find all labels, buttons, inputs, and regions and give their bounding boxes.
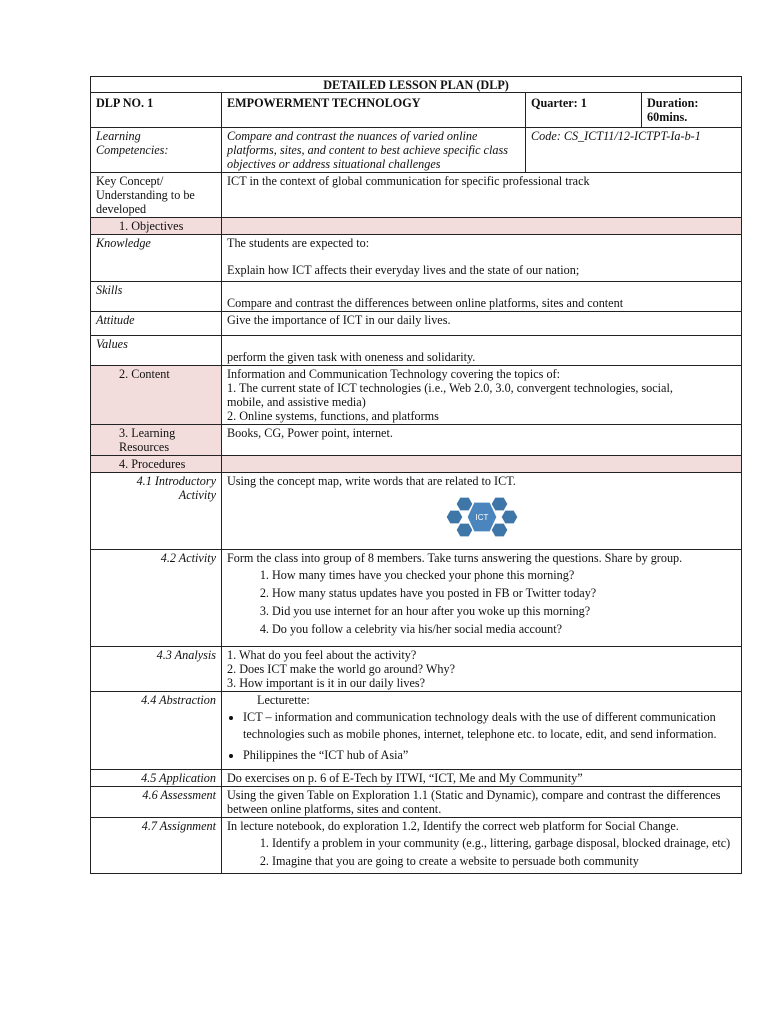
activity-row bbox=[91, 550, 742, 647]
header-row bbox=[91, 93, 742, 128]
content-label: 2. Content bbox=[91, 366, 222, 425]
hexagon-left bbox=[446, 510, 463, 524]
abstraction-intro: Lecturette: bbox=[257, 693, 310, 707]
concept-map-hexagons bbox=[446, 494, 518, 540]
lesson-plan-table bbox=[90, 76, 742, 874]
abstraction-cell bbox=[222, 692, 742, 770]
procedures-heading-row bbox=[91, 456, 742, 473]
resources-label: 3. Learning Resources bbox=[91, 425, 222, 456]
knowledge-cell bbox=[222, 235, 742, 282]
objectives-heading: 1. Objectives bbox=[91, 218, 222, 235]
competencies-row bbox=[91, 128, 742, 173]
key-concept-label: Key Concept/ Understanding to be developed bbox=[91, 173, 222, 218]
application-row bbox=[91, 770, 742, 787]
assignment-text: In lecture notebook, do exploration 1.2, Identify the correct web platform for Social Change. bbox=[227, 819, 679, 833]
skills-text: Compare and contrast the differences between online platforms, sites and content bbox=[227, 296, 624, 310]
assignment-label: 4.7 Assignment bbox=[91, 818, 222, 874]
introductory-cell bbox=[222, 473, 742, 550]
hexagon-right bbox=[501, 510, 518, 524]
content-line-3: mobile, and assistive media) bbox=[227, 395, 366, 409]
application-text: Do exercises on p. 6 of E-Tech by ITWI, “ICT, Me and My Community” bbox=[222, 770, 742, 787]
knowledge-text: Explain how ICT affects their everyday lives and the state of our nation; bbox=[227, 263, 580, 277]
abstraction-row bbox=[91, 692, 742, 770]
analysis-cell bbox=[222, 647, 742, 692]
activity-label: 4.2 Activity bbox=[91, 550, 222, 647]
knowledge-intro: The students are expected to: bbox=[227, 236, 370, 250]
concept-map bbox=[227, 488, 736, 548]
content-row bbox=[91, 366, 742, 425]
procedures-heading: 4. Procedures bbox=[91, 456, 222, 473]
title-row bbox=[91, 77, 742, 93]
assignment-item: 2. Imagine that you are going to create a website to persuade both community bbox=[272, 854, 736, 869]
resources-text: Books, CG, Power point, internet. bbox=[222, 425, 742, 456]
assessment-text: Using the given Table on Exploration 1.1 (Static and Dynamic), compare and contrast the differences between online platforms, sites and content. bbox=[222, 787, 742, 818]
values-label: Values bbox=[91, 336, 222, 366]
activity-list bbox=[227, 568, 736, 637]
values-cell bbox=[222, 336, 742, 366]
document-title: DETAILED LESSON PLAN (DLP) bbox=[91, 77, 742, 93]
concept-center-label: ICT bbox=[475, 513, 488, 522]
application-label: 4.5 Application bbox=[91, 770, 222, 787]
assignment-row bbox=[91, 818, 742, 874]
content-line-4: 2. Online systems, functions, and platforms bbox=[227, 409, 439, 423]
analysis-line: 2. Does ICT make the world go around? Why? bbox=[227, 662, 456, 676]
activity-item: 4. Do you follow a celebrity via his/her social media account? bbox=[272, 622, 736, 637]
activity-item: 2. How many status updates have you posted in FB or Twitter today? bbox=[272, 586, 736, 601]
key-concept-text: ICT in the context of global communication for specific professional track bbox=[222, 173, 742, 218]
analysis-row bbox=[91, 647, 742, 692]
knowledge-row bbox=[91, 235, 742, 282]
objectives-heading-row bbox=[91, 218, 742, 235]
analysis-line: 3. How important is it in our daily lives? bbox=[227, 676, 426, 690]
assessment-row bbox=[91, 787, 742, 818]
knowledge-label: Knowledge bbox=[91, 235, 222, 282]
introductory-row bbox=[91, 473, 742, 550]
attitude-text: Give the importance of ICT in our daily lives. bbox=[222, 312, 742, 336]
assessment-label: 4.6 Assessment bbox=[91, 787, 222, 818]
activity-item: 3. Did you use internet for an hour after you woke up this morning? bbox=[272, 604, 736, 619]
abstraction-label: 4.4 Abstraction bbox=[91, 692, 222, 770]
content-cell bbox=[222, 366, 742, 425]
attitude-row bbox=[91, 312, 742, 336]
introductory-label: 4.1 Introductory Activity bbox=[91, 473, 222, 550]
analysis-line: 1. What do you feel about the activity? bbox=[227, 648, 417, 662]
assignment-item: 1. Identify a problem in your community (e.g., littering, garbage disposal, blocked drainage, etc) bbox=[272, 836, 736, 851]
analysis-label: 4.3 Analysis bbox=[91, 647, 222, 692]
activity-text: Form the class into group of 8 members. Take turns answering the questions. Share by group. bbox=[227, 551, 683, 565]
key-concept-row bbox=[91, 173, 742, 218]
abstraction-bullet: • Philippines the “ICT hub of Asia” bbox=[243, 747, 736, 764]
competency-code: Code: CS_ICT11/12-ICTPT-Ia-b-1 bbox=[526, 128, 742, 173]
introductory-text: Using the concept map, write words that are related to ICT. bbox=[227, 474, 516, 488]
skills-cell bbox=[222, 282, 742, 312]
values-row bbox=[91, 336, 742, 366]
duration: Duration: 60mins. bbox=[642, 93, 742, 128]
resources-row bbox=[91, 425, 742, 456]
skills-label: Skills bbox=[91, 282, 222, 312]
content-line-1: Information and Communication Technology covering the topics of: bbox=[227, 367, 560, 381]
quarter: Quarter: 1 bbox=[526, 93, 642, 128]
skills-row bbox=[91, 282, 742, 312]
abstraction-bullet: • ICT – information and communication technology deals with the use of different communication technologies such as mobile phones, internet, telephone etc. to locate, edit, and send information. bbox=[243, 709, 736, 743]
subject-title: EMPOWERMENT TECHNOLOGY bbox=[222, 93, 526, 128]
assignment-list bbox=[227, 836, 736, 869]
assignment-cell bbox=[222, 818, 742, 874]
abstraction-list bbox=[227, 709, 736, 764]
values-text: perform the given task with oneness and solidarity. bbox=[227, 350, 476, 364]
attitude-label: Attitude bbox=[91, 312, 222, 336]
activity-cell bbox=[222, 550, 742, 647]
competencies-text: Compare and contrast the nuances of varied online platforms, sites, and content to best achieve specific class objectives or address situational challenges bbox=[222, 128, 526, 173]
competencies-label: Learning Competencies: bbox=[91, 128, 222, 173]
content-line-2: 1. The current state of ICT technologies (i.e., Web 2.0, 3.0, convergent technologies, social, bbox=[227, 381, 673, 395]
activity-item: 1. How many times have you checked your phone this morning? bbox=[272, 568, 736, 583]
dlp-number: DLP NO. 1 bbox=[91, 93, 222, 128]
